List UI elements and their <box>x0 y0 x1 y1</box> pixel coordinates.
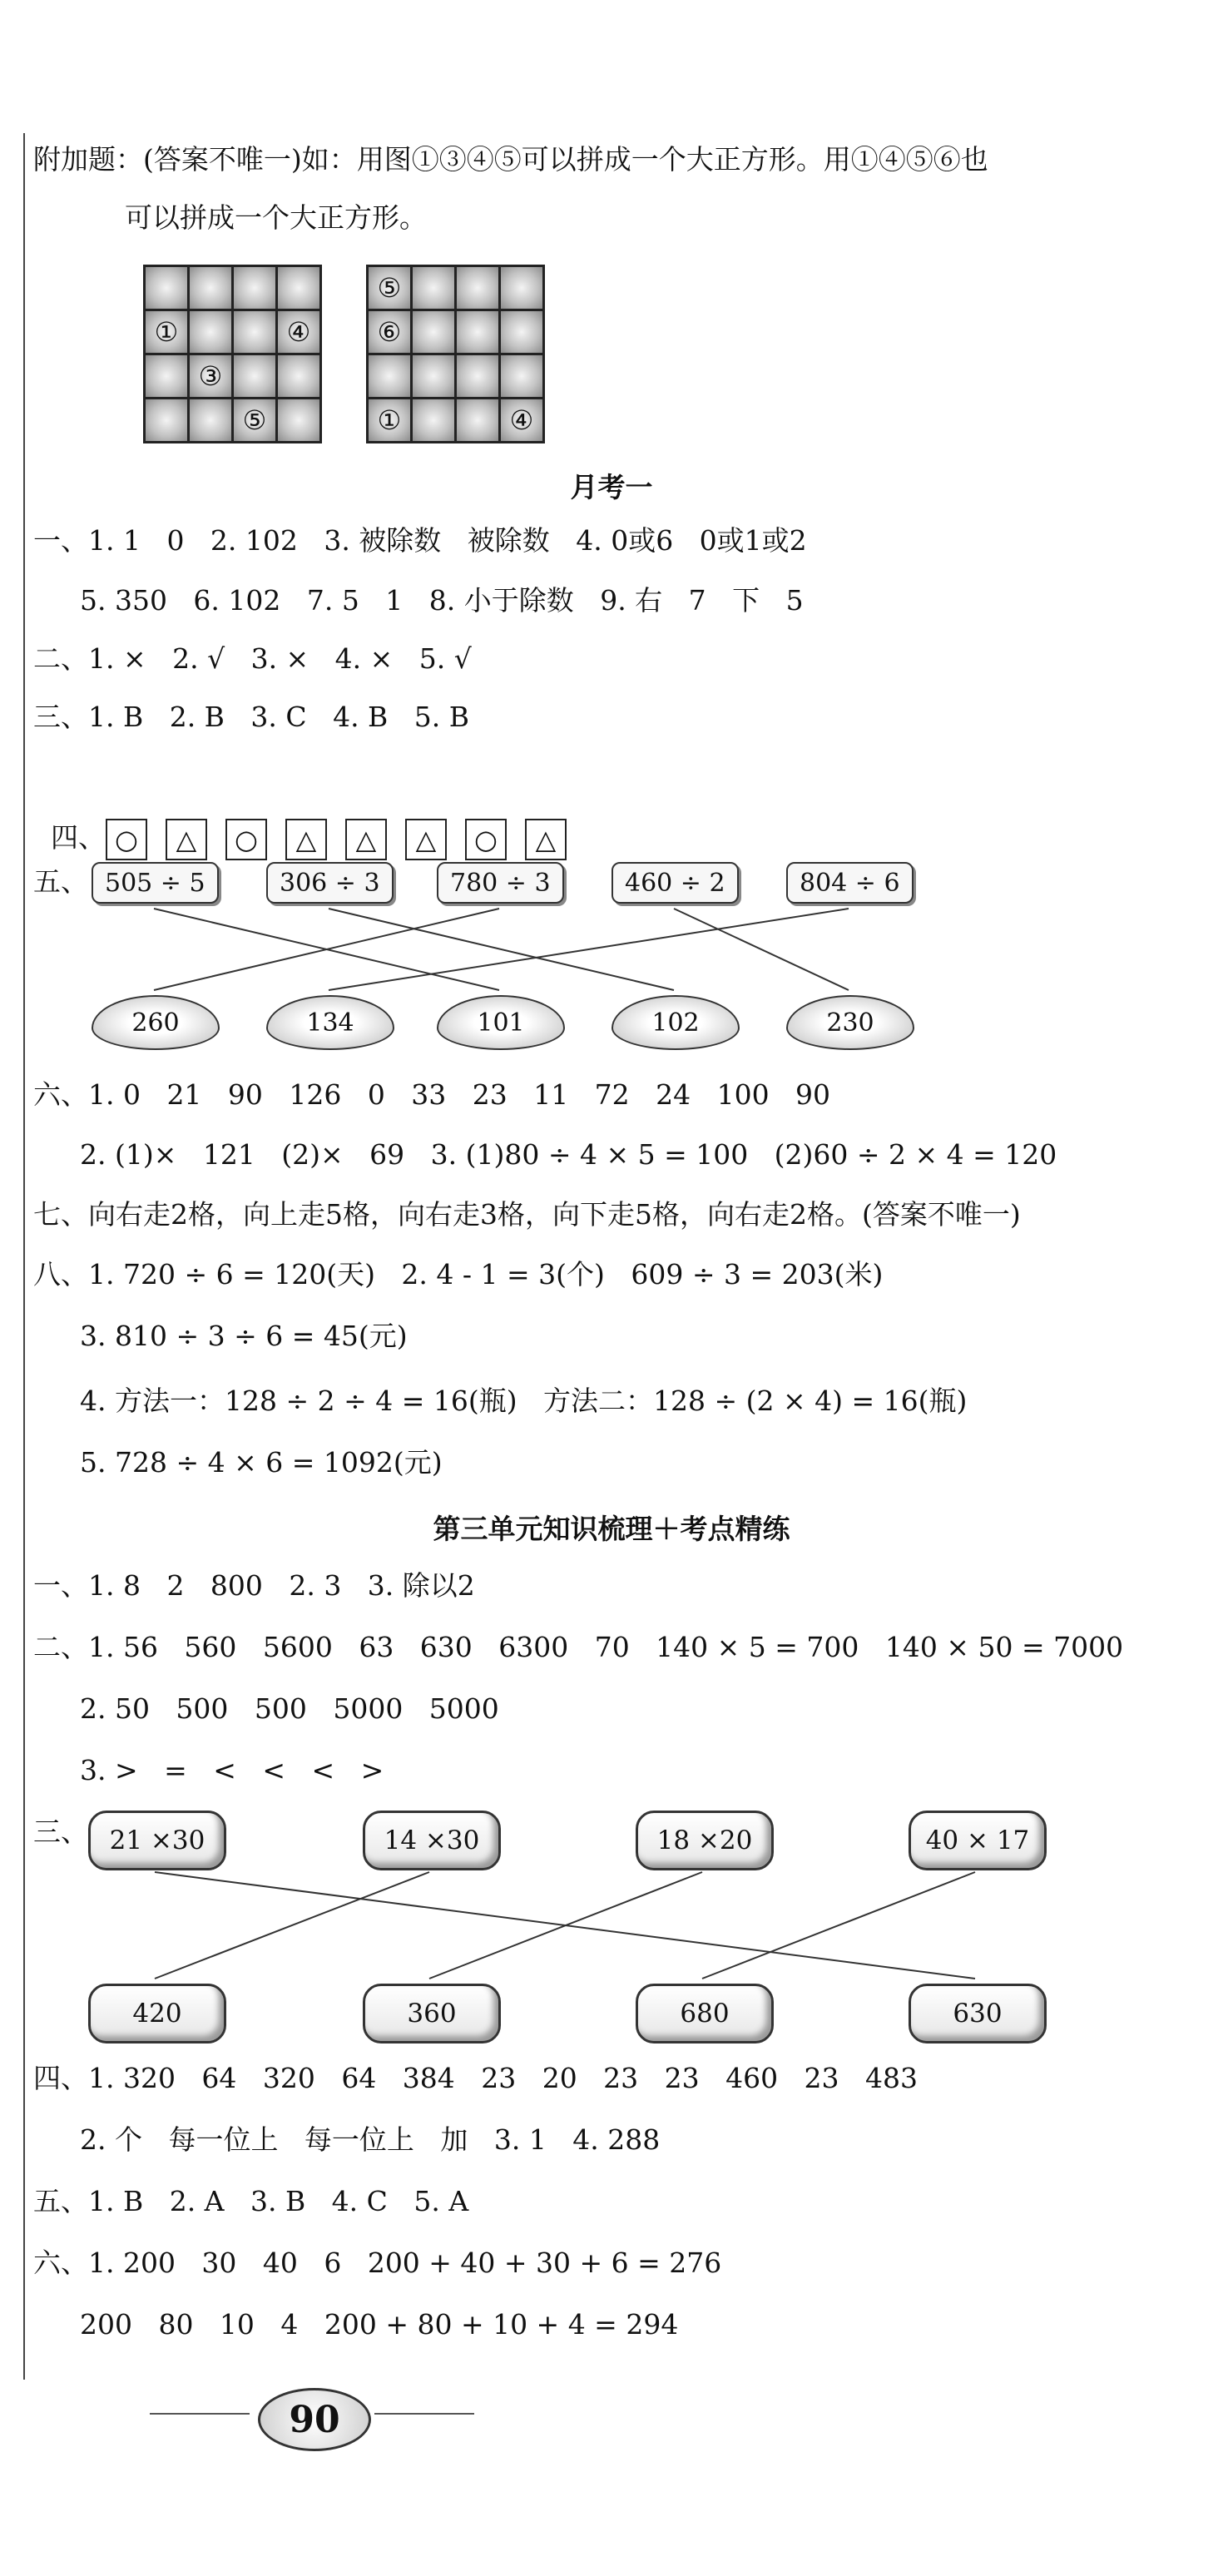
result-tag: 101 <box>437 995 565 1050</box>
exam-s1-line-a: 一、1. 1 0 2. 102 3. 被除数 被除数 4. 0或6 0或1或2 <box>33 524 807 557</box>
result-tag: 102 <box>612 995 740 1050</box>
symbol-box: △ <box>166 819 207 860</box>
grid-cell: ① <box>146 311 187 353</box>
symbol-box: △ <box>405 819 447 860</box>
exam-s1-line-b: 5. 350 6. 102 7. 5 1 8. 小于除数 9. 右 7 下 5 <box>80 584 804 617</box>
exam-s5-label: 五、 <box>33 865 88 898</box>
exam-s3: 三、1. B 2. B 3. C 4. B 5. B <box>33 701 470 733</box>
match-line <box>155 1872 429 1979</box>
exam-s8-line-c: 4. 方法一：128 ÷ 2 ÷ 4 = 16(瓶) 方法二：128 ÷ (2 × 4) = 16(瓶) <box>80 1385 968 1417</box>
result-tag: 230 <box>786 995 914 1050</box>
symbol-box: ○ <box>225 819 267 860</box>
result-tag: 630 <box>909 1984 1047 2043</box>
unit3-s2-line-c: 3. > = < < < > <box>80 1754 384 1786</box>
expression-tag: 306 ÷ 3 <box>266 862 394 904</box>
expression-tag: 14 ×30 <box>363 1811 501 1870</box>
footer-ornament-left <box>150 2413 250 2415</box>
expression-tag: 804 ÷ 6 <box>786 862 914 904</box>
expression-tag: 21 ×30 <box>88 1811 226 1870</box>
exam-s8-line-d: 5. 728 ÷ 4 × 6 = 1092(元) <box>80 1446 443 1479</box>
unit3-s4-line-b: 2. 个 每一位上 每一位上 加 3. 1 4. 288 <box>80 2123 661 2156</box>
grid-cell: ③ <box>190 355 231 397</box>
result-tag: 260 <box>92 995 220 1050</box>
unit3-s5: 五、1. B 2. A 3. B 4. C 5. A <box>33 2185 469 2217</box>
expression-tag: 18 ×20 <box>636 1811 774 1870</box>
exam-s8-line-b: 3. 810 ÷ 3 ÷ 6 = 45(元) <box>80 1320 408 1352</box>
unit3-s3-label: 三、 <box>33 1816 88 1848</box>
exam-s7: 七、向右走2格，向上走5格，向右走3格，向下走5格，向右走2格。(答案不唯一) <box>33 1198 1021 1231</box>
symbol-box: △ <box>285 819 327 860</box>
expression-tag: 40 × 17 <box>909 1811 1047 1870</box>
expression-tag: 780 ÷ 3 <box>437 862 564 904</box>
grid-cell: ⑤ <box>369 267 410 309</box>
grid-cell: ⑥ <box>369 311 410 353</box>
symbol-box: ○ <box>465 819 507 860</box>
unit3-s1: 一、1. 8 2 800 2. 3 3. 除以2 <box>33 1569 475 1602</box>
footer-ornament-right <box>374 2413 474 2415</box>
unit3-s4-line-a: 四、1. 320 64 320 64 384 23 20 23 23 460 23 483 <box>33 2062 918 2094</box>
result-tag: 420 <box>88 1984 226 2043</box>
grid-cell: ④ <box>278 311 319 353</box>
result-tag: 360 <box>363 1984 501 2043</box>
extra-line-1: 附加题：(答案不唯一)如：用图①③④⑤可以拼成一个大正方形。用①④⑤⑥也 <box>33 143 988 176</box>
exam-s2: 二、1. × 2. √ 3. × 4. × 5. √ <box>33 642 472 675</box>
expression-tag: 505 ÷ 5 <box>92 862 219 904</box>
unit3-s6-line-b: 200 80 10 4 200 + 80 + 10 + 4 = 294 <box>80 2308 679 2341</box>
symbol-box: △ <box>525 819 567 860</box>
exam-s6-line-a: 六、1. 0 21 90 126 0 33 23 11 72 24 100 90 <box>33 1078 831 1111</box>
unit3-s6-line-a: 六、1. 200 30 40 6 200 + 40 + 30 + 6 = 276 <box>33 2247 722 2279</box>
exam-s6-line-b: 2. (1)× 121 (2)× 69 3. (1)80 ÷ 4 × 5 = 100 (2)60 ÷ 2 × 4 = 120 <box>80 1138 1057 1171</box>
unit3-s2-line-a: 二、1. 56 560 5600 63 630 6300 70 140 × 5 = 700 140 × 50 = 7000 <box>33 1631 1124 1663</box>
page-number: 90 <box>258 2388 371 2451</box>
section-title-unit3: 第三单元知识梳理＋考点精练 <box>433 1513 790 1545</box>
expression-tag: 460 ÷ 2 <box>612 862 739 904</box>
match-line <box>702 1872 975 1979</box>
grid-cell: ① <box>369 399 410 441</box>
match-line <box>429 1872 702 1979</box>
section-title-exam: 月考一 <box>570 471 653 503</box>
unit3-s2-line-b: 2. 50 500 500 5000 5000 <box>80 1692 499 1725</box>
extra-line-2: 可以拼成一个大正方形。 <box>125 201 427 234</box>
grid-cell: ④ <box>501 399 542 441</box>
result-tag: 680 <box>636 1984 774 2043</box>
grid-cell: ⑤ <box>234 399 275 441</box>
symbol-box: ○ <box>106 819 147 860</box>
symbol-box: △ <box>345 819 387 860</box>
result-tag: 134 <box>266 995 394 1050</box>
exam-s4-label: 四、 <box>50 821 106 854</box>
exam-s8-line-a: 八、1. 720 ÷ 6 = 120(天) 2. 4 - 1 = 3(个) 609 ÷ 3 = 203(米) <box>33 1258 884 1290</box>
